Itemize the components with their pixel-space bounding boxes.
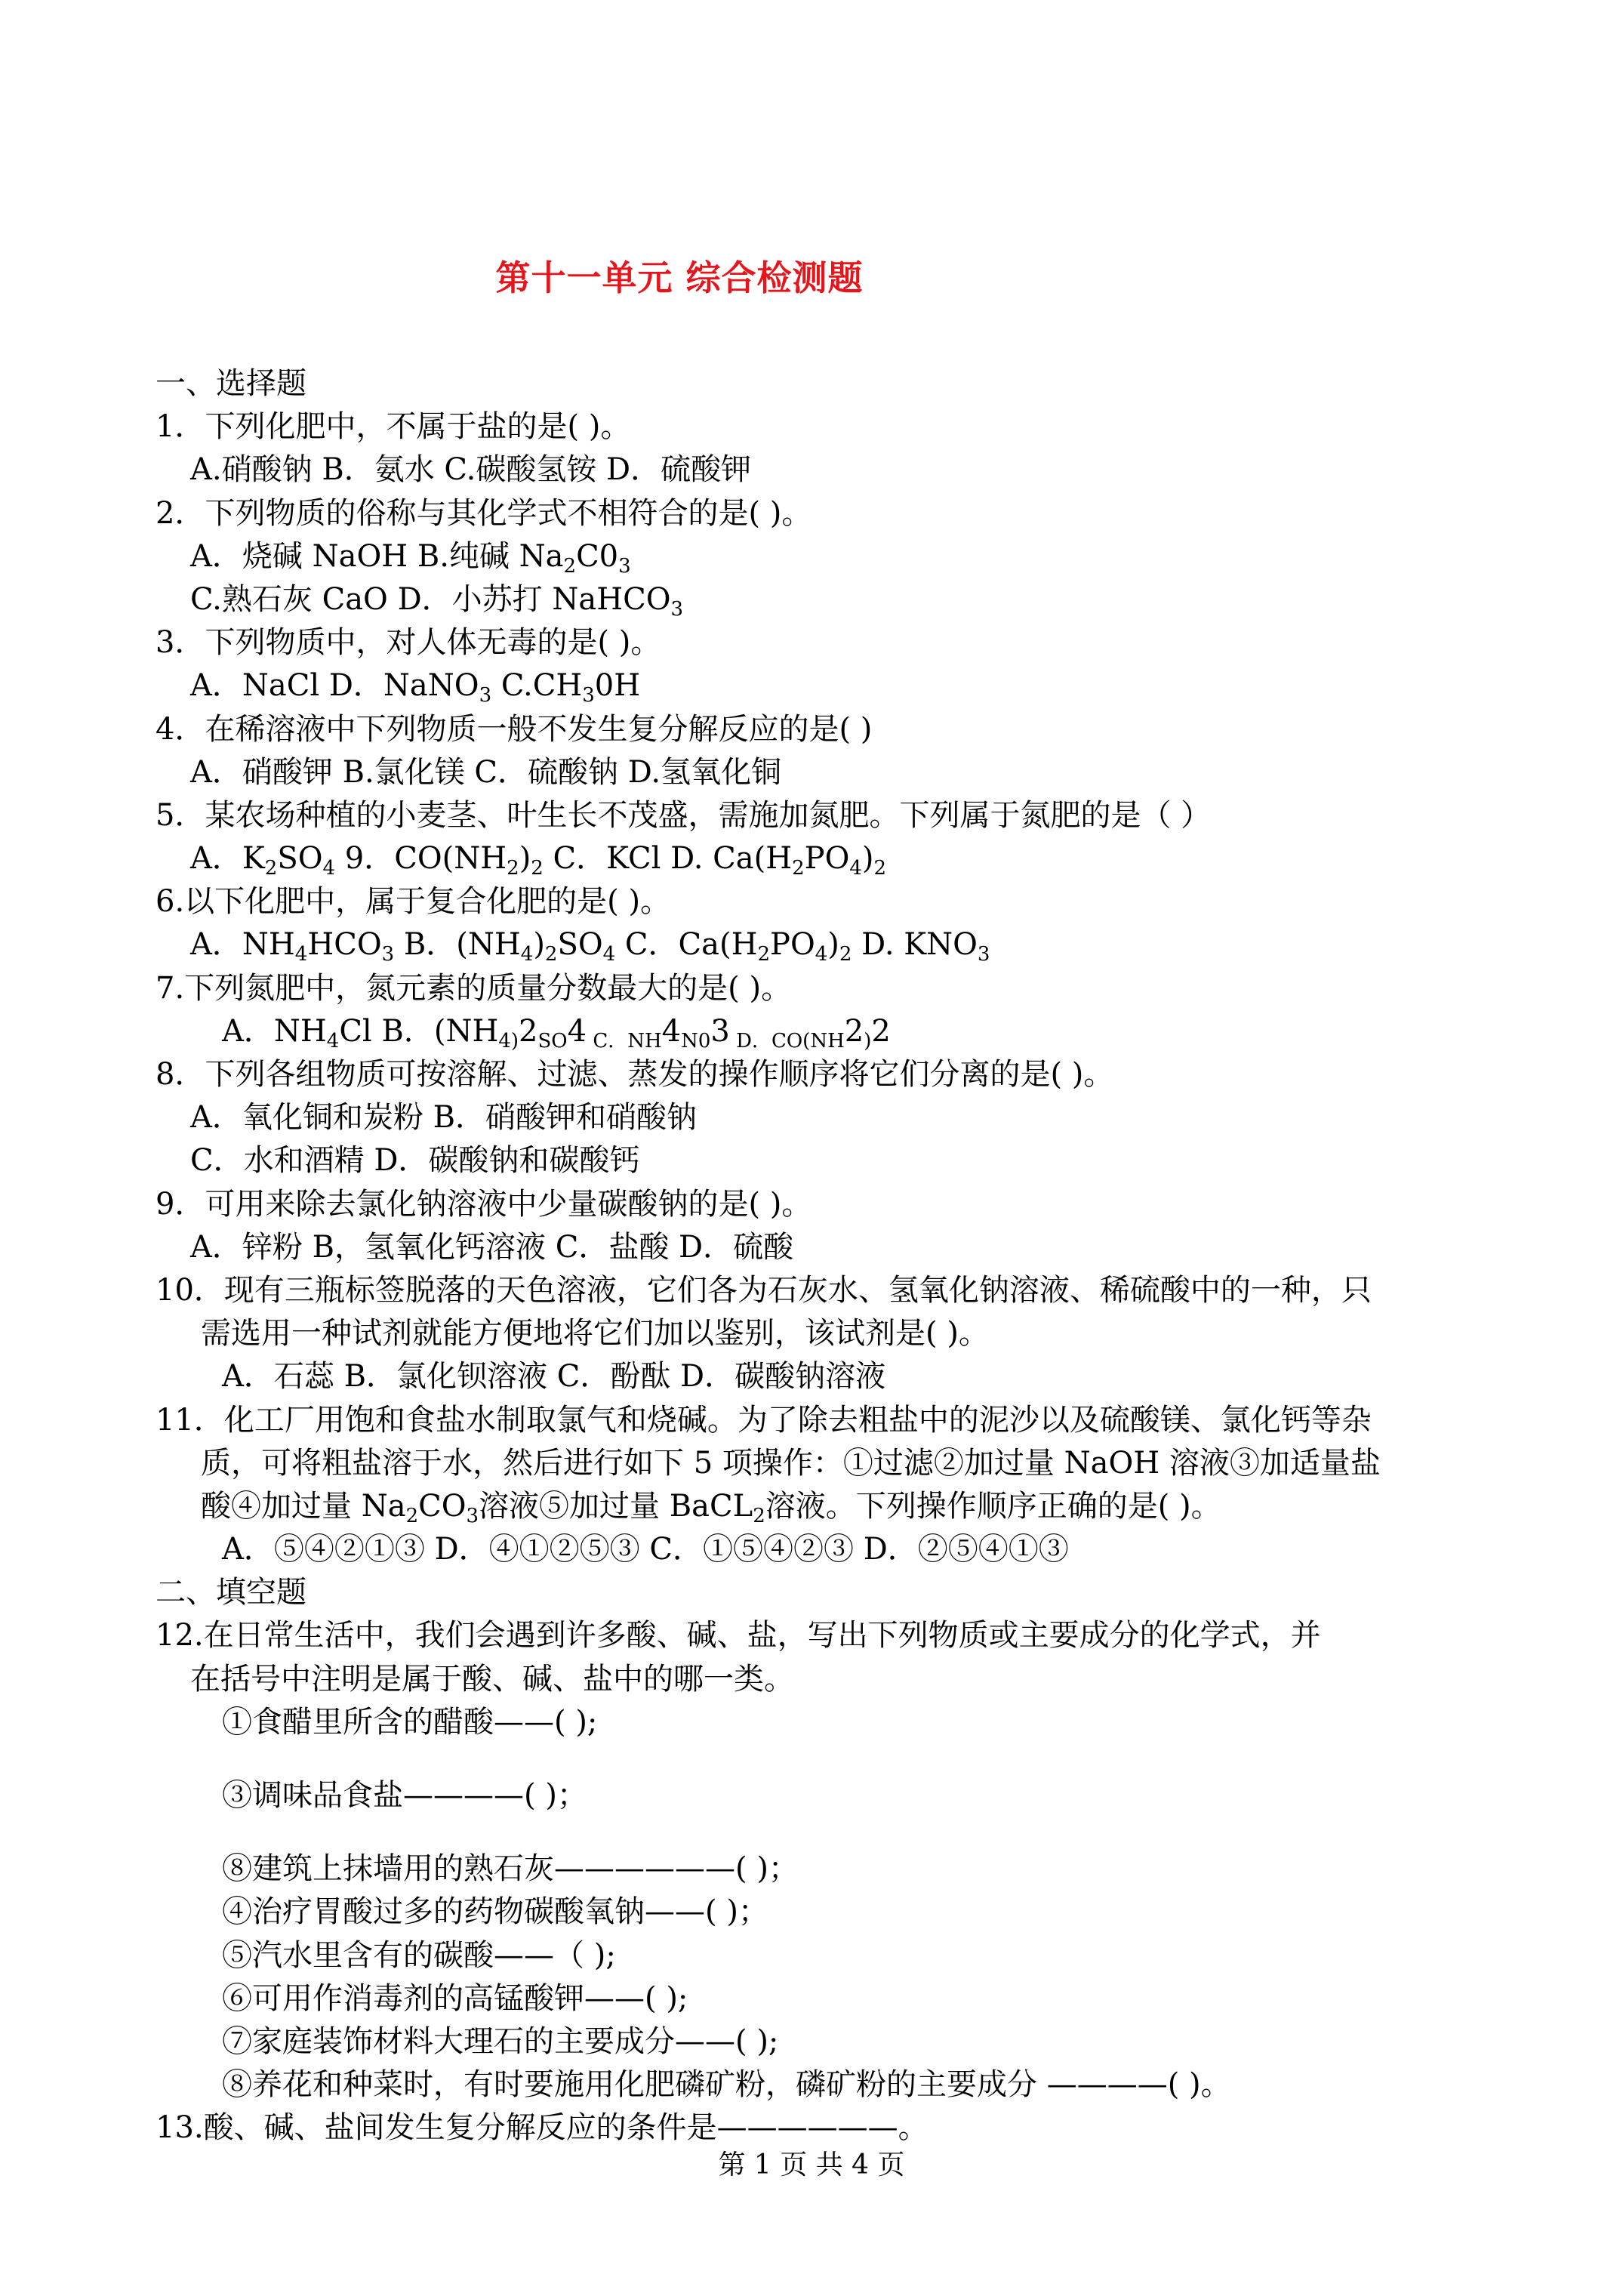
subscript: 3 bbox=[582, 684, 595, 707]
subscript: 2 bbox=[753, 1504, 765, 1527]
text-line bbox=[156, 664, 1514, 707]
text-segment: SO bbox=[557, 927, 603, 963]
text-segment: A．NaCl D．NaNO bbox=[190, 668, 479, 704]
text-line: A．锌粉 B，氢氧化钙溶液 C．盐酸 D．硫酸 bbox=[190, 1229, 794, 1265]
text-segment: A．NH bbox=[190, 927, 295, 963]
text-line: 7.下列氮肥中，氮元素的质量分数最大的是( )。 bbox=[156, 970, 792, 1006]
subscript: 3 bbox=[479, 684, 492, 707]
text-segment: 9．CO(NH bbox=[335, 841, 507, 877]
page-footer: 第 1 页 共 4 页 bbox=[718, 2150, 905, 2180]
text-segment: C．Ca(H bbox=[615, 927, 758, 963]
text-segment: PO bbox=[804, 841, 850, 877]
text-line: 在括号中注明是属于酸、碱、盐中的哪一类。 bbox=[190, 1661, 794, 1697]
text-line bbox=[156, 578, 1514, 621]
text-line bbox=[156, 923, 1514, 966]
text-segment: ) bbox=[533, 927, 545, 963]
text-line: ⑧养花和种菜时，有时要施用化肥磷矿粉，磷矿粉的主要成分 ————( )。 bbox=[222, 2067, 1231, 2103]
text-line: 二、填空题 bbox=[156, 1575, 306, 1610]
text-segment: Cl B．(NH bbox=[339, 1013, 499, 1049]
text-line bbox=[156, 1485, 1514, 1528]
subscript: SO bbox=[537, 1029, 568, 1052]
text-line: 4．在稀溶液中下列物质一般不发生复分解反应的是( ) bbox=[156, 711, 873, 747]
text-segment: PO bbox=[770, 927, 815, 963]
text-line: ⑧建筑上抹墙用的熟石灰——————( )； bbox=[222, 1851, 799, 1887]
text-segment: 3 bbox=[710, 1013, 730, 1049]
text-segment: 2 bbox=[844, 1013, 864, 1049]
subscript: 2 bbox=[839, 943, 852, 966]
subscript: 4 bbox=[294, 943, 308, 966]
page-title: 第十一单元 综合检测题 bbox=[495, 257, 864, 298]
text-line: A．⑤④②①③ D．④①②⑤③ C．①⑤④②③ D．②⑤④①③ bbox=[222, 1532, 1069, 1567]
text-line: A．石蕊 B．氯化钡溶液 C．酚酞 D．碳酸钠溶液 bbox=[222, 1359, 886, 1395]
text-line: ①食醋里所含的醋酸——( ); bbox=[222, 1704, 598, 1740]
text-line: ④治疗胃酸过多的药物碳酸氧钠——( )； bbox=[222, 1894, 768, 1930]
text-segment: 2 bbox=[519, 1013, 538, 1049]
subscript: 4 bbox=[322, 857, 336, 880]
text-segment: ) bbox=[519, 841, 531, 877]
text-line: ③调味品食盐————( )； bbox=[222, 1778, 587, 1813]
text-line bbox=[156, 837, 1514, 880]
subscript: 4 bbox=[815, 943, 828, 966]
subscript: 2 bbox=[563, 554, 577, 578]
text-segment: C.CH bbox=[491, 668, 583, 704]
subscript: 3 bbox=[670, 597, 684, 621]
subscript: ) bbox=[864, 1029, 872, 1052]
text-segment: C0 bbox=[576, 538, 619, 574]
subscript: 3 bbox=[466, 1504, 479, 1527]
text-line: 11．化工厂用饱和食盐水制取氯气和烧碱。为了除去粗盐中的泥沙以及硫酸镁、氯化钙等杂 bbox=[156, 1402, 1372, 1438]
text-segment: 溶液⑤加过量 BaCL bbox=[479, 1488, 753, 1524]
text-segment: A．烧碱 NaOH B.纯碱 Na bbox=[190, 538, 564, 574]
subscript: 4 bbox=[602, 943, 616, 966]
subscript: 2 bbox=[544, 943, 558, 966]
text-segment: 4 bbox=[567, 1013, 587, 1049]
text-segment: 0H bbox=[594, 668, 641, 704]
text-segment: A．NH bbox=[222, 1013, 327, 1049]
subscript: D．CO(NH bbox=[729, 1029, 845, 1052]
text-segment: C.熟石灰 CaO D．小苏打 NaHCO bbox=[190, 581, 671, 617]
text-line: ⑥可用作消毒剂的高锰酸钾——( ); bbox=[222, 1980, 688, 2016]
subscript: 4) bbox=[498, 1029, 519, 1052]
text-segment: 酸④加过量 Na bbox=[201, 1488, 406, 1524]
text-segment: A．K bbox=[190, 841, 265, 877]
text-segment: 溶液。下列操作顺序正确的是( )。 bbox=[765, 1488, 1221, 1524]
text-line: 质，可将粗盐溶于水，然后进行如下 5 项操作：①过滤②加过量 NaOH 溶液③加适量盐 bbox=[201, 1445, 1381, 1481]
text-line: 9．可用来除去氯化钠溶液中少量碳酸钠的是( )。 bbox=[156, 1186, 812, 1222]
text-line: 5．某农场种植的小麦茎、叶生长不茂盛，需施加氮肥。下列属于氮肥的是（ ） bbox=[156, 797, 1212, 833]
text-line: 13.酸、碱、盐间发生复分解反应的条件是——————。 bbox=[156, 2110, 929, 2146]
text-segment: SO bbox=[277, 841, 323, 877]
text-line: 2．下列物质的俗称与其化学式不相符合的是( )。 bbox=[156, 495, 812, 531]
text-segment: HCO bbox=[307, 927, 382, 963]
subscript: 2 bbox=[757, 943, 771, 966]
text-segment: D. KNO bbox=[852, 927, 978, 963]
subscript: 2 bbox=[507, 857, 519, 880]
text-line: ⑤汽水里含有的碳酸——（ ); bbox=[222, 1937, 616, 1973]
question-content bbox=[156, 362, 1514, 2150]
text-line: 8．下列各组物质可按溶解、过滤、蒸发的操作顺序将它们分离的是( )。 bbox=[156, 1057, 1114, 1092]
text-segment: B．(NH bbox=[394, 927, 521, 963]
text-line: C．水和酒精 D．碳酸钠和碳酸钙 bbox=[190, 1143, 640, 1179]
subscript: 2 bbox=[531, 857, 544, 880]
text-line bbox=[156, 1010, 1514, 1053]
subscript: 2 bbox=[405, 1504, 419, 1527]
subscript: 4 bbox=[326, 1029, 340, 1052]
text-line: 一、选择题 bbox=[156, 366, 306, 401]
text-line: A．氧化铜和炭粉 B．硝酸钾和硝酸钠 bbox=[190, 1100, 697, 1136]
subscript: 2 bbox=[792, 857, 805, 880]
text-segment: ) bbox=[861, 841, 874, 877]
text-segment: CO bbox=[418, 1488, 467, 1524]
text-line: ⑦家庭装饰材料大理石的主要成分——( ); bbox=[222, 2023, 779, 2059]
text-line: 1．下列化肥中，不属于盐的是( )。 bbox=[156, 409, 631, 445]
subscript: 3 bbox=[381, 943, 395, 966]
text-line bbox=[156, 535, 1514, 578]
subscript: 2 bbox=[264, 857, 278, 880]
text-line: 6.以下化肥中，属于复合化肥的是( )。 bbox=[156, 884, 671, 920]
text-segment: 4 bbox=[661, 1013, 682, 1049]
text-line: 需选用一种试剂就能方便地将它们加以鉴别，该试剂是( )。 bbox=[201, 1316, 989, 1351]
text-segment: C．KCl D. Ca(H bbox=[543, 841, 793, 877]
subscript: 2 bbox=[873, 857, 887, 880]
text-line: 10．现有三瓶标签脱落的天色溶液，它们各为石灰水、氢氧化钠溶液、稀硫酸中的一种，只 bbox=[156, 1272, 1372, 1308]
subscript: 3 bbox=[977, 943, 990, 966]
subscript: N0 bbox=[681, 1029, 711, 1052]
text-segment: 2 bbox=[871, 1013, 891, 1049]
subscript: 3 bbox=[618, 554, 631, 578]
subscript: 4 bbox=[520, 943, 534, 966]
text-segment: ) bbox=[827, 927, 839, 963]
subscript: C．NH bbox=[587, 1029, 662, 1052]
text-line: A.硝酸钠 B．氨水 C.碳酸氢铵 D．硫酸钾 bbox=[190, 452, 752, 488]
text-line: 3．下列物质中，对人体无毒的是( )。 bbox=[156, 625, 661, 661]
text-line: 12.在日常生活中，我们会遇到许多酸、碱、盐，写出下列物质或主要成分的化学式，并 bbox=[156, 1618, 1321, 1653]
subscript: 4 bbox=[849, 857, 862, 880]
text-line: A．硝酸钾 B.氯化镁 C．硫酸钠 D.氢氧化铜 bbox=[190, 754, 782, 790]
